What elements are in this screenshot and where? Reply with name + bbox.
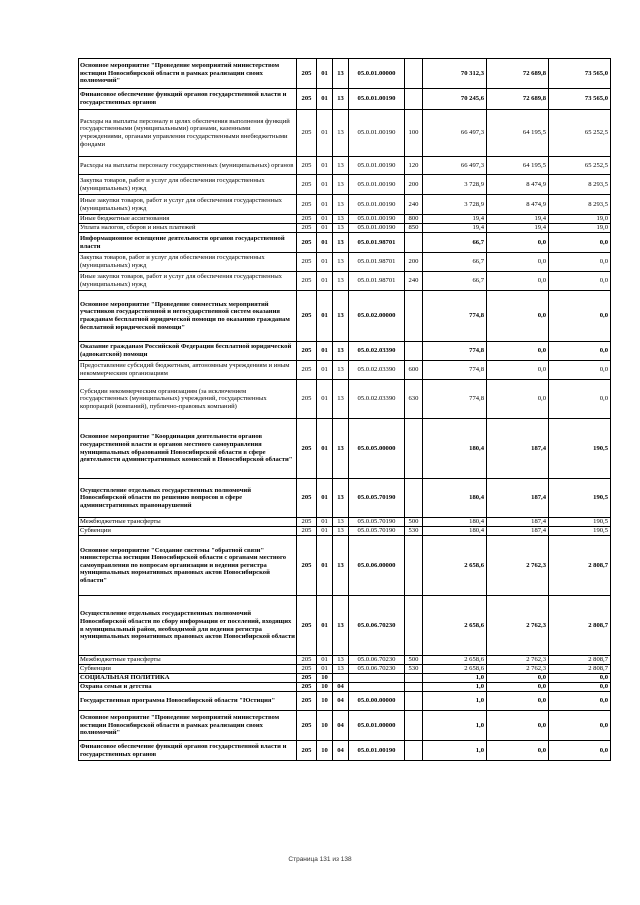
table-row [79,380,611,419]
cell-year1: 180,4 [423,527,487,536]
table-row [79,361,611,380]
cell-expense-type [405,89,423,110]
cell-year3: 65 252,5 [549,157,611,175]
cell-target-article: 05.0.02.03390 [349,380,405,419]
cell-grbs: 205 [297,59,317,89]
table-row [79,479,611,518]
cell-target-article: 05.0.06.70230 [349,596,405,656]
table-row [79,419,611,479]
cell-grbs: 205 [297,224,317,233]
page-footer: Страница 131 из 138 [288,856,352,863]
cell-section: 01 [317,253,333,272]
cell-target-article: 05.0.01.00190 [349,157,405,175]
cell-section: 01 [317,215,333,224]
cell-name: Государственная программа Новосибирской области "Юстиция" [79,692,297,711]
cell-section: 10 [317,711,333,741]
table-row [79,711,611,741]
cell-grbs: 205 [297,272,317,291]
cell-target-article: 05.0.01.00190 [349,110,405,157]
cell-name: СОЦИАЛЬНАЯ ПОЛИТИКА [79,674,297,683]
cell-target-article [349,683,405,692]
cell-subsection: 13 [333,380,349,419]
cell-target-article: 05.0.05.00000 [349,419,405,479]
cell-expense-type: 200 [405,253,423,272]
cell-section: 10 [317,674,333,683]
cell-expense-type: 100 [405,110,423,157]
cell-target-article: 05.0.01.00000 [349,59,405,89]
cell-expense-type: 200 [405,175,423,195]
cell-year2: 187,4 [487,479,549,518]
cell-target-article: 05.0.01.98701 [349,272,405,291]
cell-grbs: 205 [297,479,317,518]
cell-expense-type: 120 [405,157,423,175]
cell-expense-type: 600 [405,361,423,380]
cell-subsection: 13 [333,536,349,596]
cell-grbs: 205 [297,253,317,272]
cell-year1: 70 245,6 [423,89,487,110]
cell-year2: 8 474,9 [487,195,549,215]
cell-target-article: 05.0.01.00000 [349,711,405,741]
cell-section: 01 [317,157,333,175]
table-row [79,536,611,596]
cell-year3: 8 293,5 [549,195,611,215]
cell-subsection: 13 [333,224,349,233]
cell-year3: 0,0 [549,674,611,683]
cell-target-article: 05.0.01.98701 [349,233,405,253]
cell-year1: 1,0 [423,674,487,683]
cell-year3: 190,5 [549,518,611,527]
cell-year3: 190,5 [549,419,611,479]
cell-target-article: 05.0.06.00000 [349,536,405,596]
cell-year2: 64 195,5 [487,157,549,175]
cell-name: Основное мероприятие "Проведение совместных мероприятий участников государственной и негосударственной систем оказания гражданам бесплатной юридической помощи по оказанию гражданам бесплатной юридической помощи" [79,291,297,342]
cell-name: Закупка товаров, работ и услуг для обеспечения государственных (муниципальных) нужд [79,253,297,272]
cell-year2: 2 762,3 [487,536,549,596]
cell-grbs: 205 [297,342,317,361]
cell-year3: 2 808,7 [549,656,611,665]
cell-year1: 66 497,3 [423,157,487,175]
table-row [79,596,611,656]
cell-expense-type [405,536,423,596]
cell-expense-type: 850 [405,224,423,233]
cell-year2: 0,0 [487,692,549,711]
cell-name: Предоставление субсидий бюджетным, автономным учреждениям и иным некоммерческим организациям [79,361,297,380]
cell-section: 01 [317,59,333,89]
cell-target-article: 05.0.05.70190 [349,518,405,527]
cell-subsection: 13 [333,291,349,342]
cell-year3: 190,5 [549,527,611,536]
cell-section: 01 [317,224,333,233]
cell-year3: 2 808,7 [549,665,611,674]
cell-year1: 180,4 [423,479,487,518]
cell-section: 01 [317,195,333,215]
table-body [79,59,611,761]
cell-year1: 180,4 [423,518,487,527]
cell-expense-type [405,233,423,253]
cell-grbs: 205 [297,233,317,253]
cell-grbs: 205 [297,175,317,195]
cell-year3: 0,0 [549,291,611,342]
cell-grbs: 205 [297,741,317,761]
cell-subsection: 13 [333,233,349,253]
table-row [79,110,611,157]
cell-year1: 19,4 [423,215,487,224]
table-row [79,215,611,224]
cell-year1: 3 728,9 [423,175,487,195]
cell-year1: 1,0 [423,711,487,741]
cell-expense-type [405,479,423,518]
budget-table [78,58,611,761]
cell-section: 01 [317,419,333,479]
cell-year2: 0,0 [487,291,549,342]
cell-grbs: 205 [297,656,317,665]
cell-name: Основное мероприятие "Проведение мероприятий министерством юстиции Новосибирской области в рамках реализации своих полномочий" [79,59,297,89]
cell-expense-type: 530 [405,665,423,674]
cell-year3: 0,0 [549,380,611,419]
cell-subsection: 13 [333,665,349,674]
cell-year1: 2 658,6 [423,536,487,596]
cell-year2: 0,0 [487,380,549,419]
cell-year1: 774,8 [423,342,487,361]
table-row [79,224,611,233]
cell-year3: 0,0 [549,253,611,272]
cell-subsection: 04 [333,711,349,741]
cell-year2: 64 195,5 [487,110,549,157]
cell-year2: 19,4 [487,215,549,224]
table-row [79,291,611,342]
cell-grbs: 205 [297,711,317,741]
cell-expense-type [405,674,423,683]
cell-section: 01 [317,272,333,291]
cell-grbs: 205 [297,361,317,380]
cell-target-article: 05.0.01.98701 [349,253,405,272]
cell-target-article: 05.0.02.00000 [349,291,405,342]
cell-subsection: 13 [333,215,349,224]
cell-grbs: 205 [297,419,317,479]
cell-year3: 65 252,5 [549,110,611,157]
cell-year3: 0,0 [549,683,611,692]
cell-year3: 0,0 [549,361,611,380]
cell-year1: 2 658,6 [423,596,487,656]
cell-grbs: 205 [297,380,317,419]
cell-subsection: 13 [333,157,349,175]
cell-year1: 774,8 [423,291,487,342]
cell-year2: 187,4 [487,527,549,536]
cell-year2: 0,0 [487,233,549,253]
cell-section: 01 [317,596,333,656]
cell-year1: 1,0 [423,683,487,692]
cell-year1: 774,8 [423,380,487,419]
cell-grbs: 205 [297,157,317,175]
cell-subsection: 04 [333,692,349,711]
cell-name: Основное мероприятие "Координация деятельности органов государственной власти и органов местного самоуправления муниципальных образований Новосибирской области в сфере деятельности административных комиссий в Новосибирской области" [79,419,297,479]
cell-year3: 2 808,7 [549,596,611,656]
cell-section: 01 [317,527,333,536]
cell-subsection: 13 [333,518,349,527]
cell-section: 01 [317,665,333,674]
table-row [79,741,611,761]
table-row [79,157,611,175]
cell-section: 10 [317,741,333,761]
cell-year3: 0,0 [549,233,611,253]
cell-year1: 180,4 [423,419,487,479]
cell-year3: 19,0 [549,215,611,224]
cell-name: Уплата налогов, сборов и иных платежей [79,224,297,233]
cell-year1: 774,8 [423,361,487,380]
cell-section: 01 [317,110,333,157]
cell-grbs: 205 [297,596,317,656]
cell-name: Иные закупки товаров, работ и услуг для обеспечения государственных (муниципальных) нужд [79,272,297,291]
cell-subsection: 13 [333,527,349,536]
table-row [79,518,611,527]
cell-year2: 0,0 [487,711,549,741]
cell-section: 01 [317,175,333,195]
cell-name: Информационное освещение деятельности органов государственной власти [79,233,297,253]
cell-subsection: 13 [333,59,349,89]
cell-year2: 0,0 [487,674,549,683]
cell-target-article: 05.0.01.00190 [349,215,405,224]
cell-year1: 66,7 [423,233,487,253]
cell-grbs: 205 [297,674,317,683]
cell-section: 01 [317,518,333,527]
cell-year3: 73 565,0 [549,89,611,110]
table-row [79,195,611,215]
cell-year1: 66 497,3 [423,110,487,157]
cell-section: 01 [317,89,333,110]
cell-expense-type: 500 [405,656,423,665]
cell-year2: 0,0 [487,342,549,361]
cell-name: Финансовое обеспечение функций органов государственной власти и государственных органов [79,741,297,761]
cell-year1: 1,0 [423,741,487,761]
cell-subsection: 13 [333,175,349,195]
cell-subsection: 13 [333,596,349,656]
cell-year3: 0,0 [549,342,611,361]
cell-target-article: 05.0.06.70230 [349,656,405,665]
cell-section: 01 [317,233,333,253]
cell-subsection: 13 [333,656,349,665]
cell-target-article: 05.0.01.00190 [349,175,405,195]
cell-target-article [349,674,405,683]
cell-section: 01 [317,380,333,419]
cell-year3: 0,0 [549,741,611,761]
cell-expense-type [405,291,423,342]
cell-target-article: 05.0.01.00190 [349,89,405,110]
cell-year2: 0,0 [487,361,549,380]
cell-name: Расходы на выплаты персоналу государственных (муниципальных) органов [79,157,297,175]
cell-target-article: 05.0.01.00190 [349,741,405,761]
cell-subsection: 13 [333,342,349,361]
cell-expense-type [405,59,423,89]
cell-grbs: 205 [297,692,317,711]
cell-section: 10 [317,692,333,711]
cell-expense-type: 530 [405,527,423,536]
cell-grbs: 205 [297,195,317,215]
cell-name: Основное мероприятие "Проведение мероприятий министерством юстиции Новосибирской области в рамках реализации своих полномочий" [79,711,297,741]
cell-expense-type [405,711,423,741]
cell-name: Осуществление отдельных государственных полномочий Новосибирской области по решению вопросов в сфере административных правонарушений [79,479,297,518]
cell-grbs: 205 [297,89,317,110]
cell-name: Межбюджетные трансферты [79,656,297,665]
cell-name: Иные закупки товаров, работ и услуг для обеспечения государственных (муниципальных) нужд [79,195,297,215]
cell-year2: 2 762,3 [487,596,549,656]
cell-expense-type: 630 [405,380,423,419]
cell-year3: 8 293,5 [549,175,611,195]
table-row [79,692,611,711]
cell-year2: 2 762,3 [487,665,549,674]
cell-expense-type [405,342,423,361]
cell-year1: 19,4 [423,224,487,233]
cell-year3: 0,0 [549,692,611,711]
cell-subsection: 13 [333,419,349,479]
cell-year3: 2 808,7 [549,536,611,596]
cell-name: Закупка товаров, работ и услуг для обеспечения государственных (муниципальных) нужд [79,175,297,195]
cell-year3: 0,0 [549,272,611,291]
table-row [79,674,611,683]
cell-year1: 1,0 [423,692,487,711]
cell-expense-type [405,419,423,479]
cell-name: Субсидии некоммерческим организациям (за исключением государственных (муниципальных) учреждений, государственных корпораций (компаний), публично-правовых компаний) [79,380,297,419]
table-row [79,683,611,692]
cell-subsection [333,674,349,683]
cell-year2: 72 689,8 [487,89,549,110]
cell-year1: 70 312,3 [423,59,487,89]
cell-name: Осуществление отдельных государственных полномочий Новосибирской области по сбору информации от поселений, входящих в муниципальный район, необходимой для ведения регистра муниципальных нормативных правовых актов Новосибирской области [79,596,297,656]
cell-target-article: 05.0.01.00190 [349,195,405,215]
cell-expense-type [405,596,423,656]
cell-name: Иные бюджетные ассигнования [79,215,297,224]
cell-target-article: 05.0.02.03390 [349,361,405,380]
cell-grbs: 205 [297,518,317,527]
cell-year3: 73 565,0 [549,59,611,89]
cell-section: 01 [317,536,333,596]
cell-year3: 19,0 [549,224,611,233]
cell-subsection: 13 [333,110,349,157]
cell-subsection: 13 [333,361,349,380]
cell-subsection: 13 [333,195,349,215]
cell-year2: 0,0 [487,253,549,272]
cell-name: Основное мероприятие "Создание системы "обратной связи" министерства юстиции Новосибирской области с органами местного самоуправления по вопросам организации и ведения регистра муниципальных нормативных правовых актов Новосибирской области" [79,536,297,596]
cell-target-article: 05.0.05.70190 [349,479,405,518]
cell-section: 01 [317,361,333,380]
cell-year2: 0,0 [487,272,549,291]
cell-expense-type [405,692,423,711]
cell-name: Оказание гражданам Российской Федерации бесплатной юридической (адвокатской) помощи [79,342,297,361]
cell-grbs: 205 [297,536,317,596]
table-row [79,342,611,361]
cell-target-article: 05.0.01.00190 [349,224,405,233]
cell-year3: 0,0 [549,711,611,741]
table-row [79,272,611,291]
cell-target-article: 05.0.06.70230 [349,665,405,674]
table-row [79,175,611,195]
cell-year2: 72 689,8 [487,59,549,89]
cell-grbs: 205 [297,683,317,692]
cell-grbs: 205 [297,665,317,674]
cell-year2: 0,0 [487,741,549,761]
cell-name: Субвенции [79,527,297,536]
cell-subsection: 04 [333,683,349,692]
cell-section: 01 [317,656,333,665]
cell-target-article: 05.0.02.03390 [349,342,405,361]
cell-subsection: 13 [333,89,349,110]
table-row [79,89,611,110]
table-row [79,527,611,536]
cell-expense-type: 240 [405,272,423,291]
cell-subsection: 13 [333,479,349,518]
cell-name: Межбюджетные трансферты [79,518,297,527]
cell-year2: 8 474,9 [487,175,549,195]
cell-section: 01 [317,342,333,361]
cell-name: Финансовое обеспечение функций органов государственной власти и государственных органов [79,89,297,110]
cell-subsection: 13 [333,272,349,291]
cell-name: Расходы на выплаты персоналу в целях обеспечения выполнения функций государственными (муниципальными) органами, казенными учреждениями, органами управления государственными внебюджетными фондами [79,110,297,157]
cell-grbs: 205 [297,527,317,536]
cell-name: Субвенции [79,665,297,674]
budget-table-page [78,58,611,761]
cell-expense-type [405,741,423,761]
cell-year1: 2 658,6 [423,656,487,665]
cell-subsection: 13 [333,253,349,272]
cell-subsection: 04 [333,741,349,761]
cell-section: 01 [317,291,333,342]
table-row [79,233,611,253]
cell-expense-type: 800 [405,215,423,224]
cell-year2: 0,0 [487,683,549,692]
cell-name: Охрана семьи и детства [79,683,297,692]
cell-target-article: 05.0.05.70190 [349,527,405,536]
cell-year2: 187,4 [487,518,549,527]
cell-year3: 190,5 [549,479,611,518]
table-row [79,665,611,674]
table-row [79,253,611,272]
cell-expense-type [405,683,423,692]
cell-year2: 2 762,3 [487,656,549,665]
cell-year1: 66,7 [423,272,487,291]
cell-year1: 2 658,6 [423,665,487,674]
cell-grbs: 205 [297,215,317,224]
cell-year2: 19,4 [487,224,549,233]
cell-year1: 66,7 [423,253,487,272]
table-row [79,59,611,89]
cell-year2: 187,4 [487,419,549,479]
cell-year1: 3 728,9 [423,195,487,215]
table-row [79,656,611,665]
cell-grbs: 205 [297,291,317,342]
cell-expense-type: 240 [405,195,423,215]
cell-grbs: 205 [297,110,317,157]
cell-target-article: 05.0.00.00000 [349,692,405,711]
cell-section: 10 [317,683,333,692]
cell-section: 01 [317,479,333,518]
cell-expense-type: 500 [405,518,423,527]
